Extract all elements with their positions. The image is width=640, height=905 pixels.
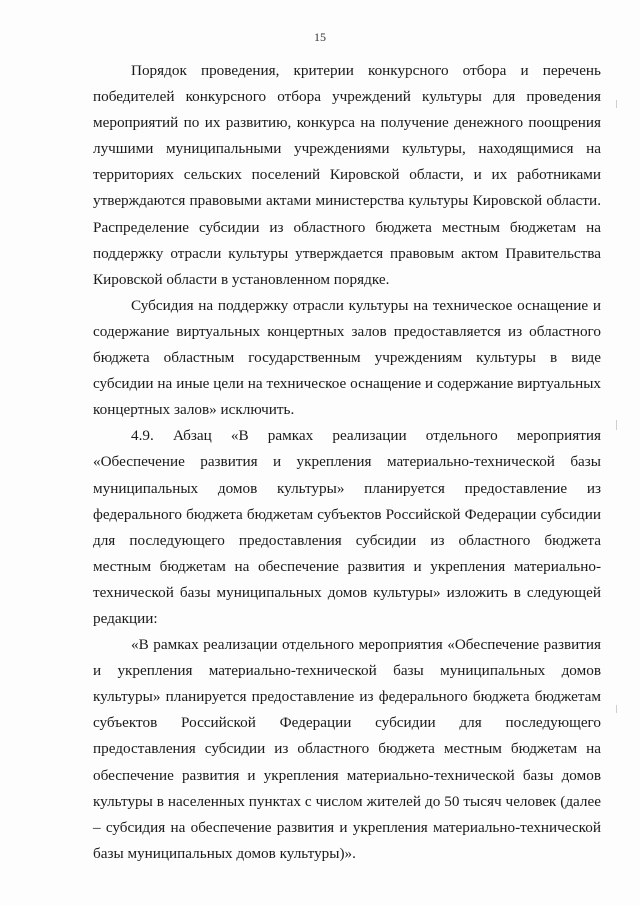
document-body — [93, 58, 601, 867]
paragraph-new-wording: «В рамках реализации отдельного мероприятия «Обеспечение развития и укрепления материально-технической базы муниципальных домов культуры» планируется предоставление из федерального бюджета бюджетам субъектов Российской Федерации субсидии для последующего предоставления субсидии из областного бюджета местным бюджетам на обеспечение развития и укрепления материально-технической базы домов культуры в населенных пунктах с числом жителей до 50 тысяч человек (далее – субсидия на обеспечение развития и укрепления материально-технической базы муниципальных домов культуры)». — [93, 636, 601, 862]
scan-margin-mark — [616, 705, 617, 713]
paragraph-virtual-concert-halls: Субсидия на поддержку отрасли культуры на техническое оснащение и содержание виртуальных концертных залов предоставляется из областного бюджета областным государственным учреждениям культуры в виде субсидии на иные цели на техническое оснащение и содержание виртуальных концертных залов» исключить. — [93, 296, 601, 419]
paragraph-clause-4-9: 4.9. Абзац «В рамках реализации отдельного мероприятия «Обеспечение развития и укрепления материально-технической базы муниципальных домов культуры» планируется предоставление из федерального бюджета бюджетам субъектов Российской Федерации субсидии для последующего предоставления субсидии из областного бюджета местным бюджетам на обеспечение развития и укрепления материально-технической базы муниципальных домов культуры» изложить в следующей редакции: — [93, 427, 601, 627]
page-number: 15 — [314, 30, 326, 44]
scan-margin-mark — [616, 100, 617, 108]
scan-margin-mark — [616, 420, 617, 430]
paragraph-competition-procedure: Порядок проведения, критерии конкурсного отбора и перечень победителей конкурсного отбора учреждений культуры для проведения мероприятий по их развитию, конкурса на получение денежного поощрения лучшими муниципальными учреждениями культуры, находящимися на территориях сельских поселений Кировской области, и их работниками утверждаются правовыми актами министерства культуры Кировской области. Распределение субсидии из областного бюджета местным бюджетам на поддержку отрасли культуры утверждается правовым актом Правительства Кировской области в установленном порядке. — [93, 62, 601, 288]
